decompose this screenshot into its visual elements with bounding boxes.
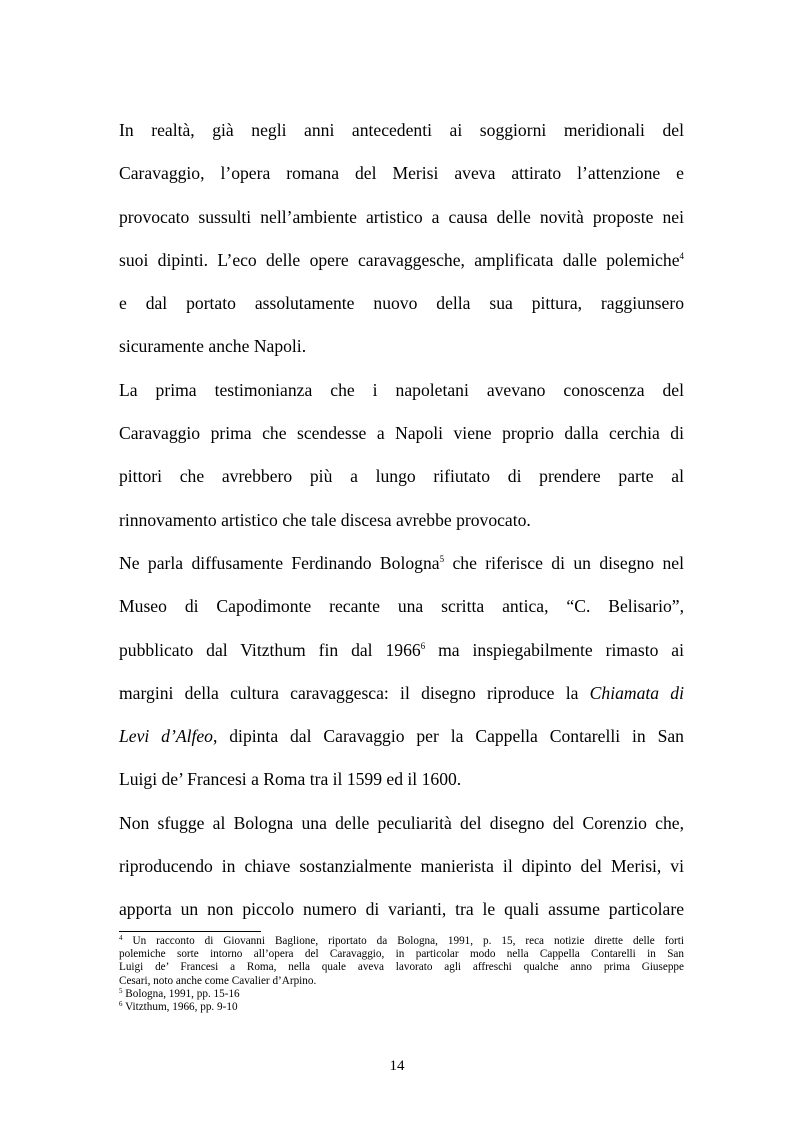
text-line: provocato sussulti nell’ambiente artistico a causa delle novità proposte nei — [119, 206, 684, 227]
footnotes — [119, 935, 684, 1014]
text-segment: suoi dipinti. L’eco delle opere caravaggesche, amplificata dalle polemiche — [119, 249, 680, 270]
text-segment: pubblicato dal Vitzthum fin dal 1966 — [119, 639, 421, 660]
text-segment: che riferisce di un disegno nel — [444, 552, 684, 573]
text-line — [119, 629, 684, 672]
italic-title: Chiamata di — [589, 682, 684, 703]
footnote-4-line — [119, 935, 684, 948]
text-line: riproducendo in chiave sostanzialmente manierista il dipinto del Merisi, vi — [119, 856, 684, 877]
text-line: Caravaggio prima che scendesse a Napoli viene proprio dalla cerchia di — [119, 423, 684, 444]
footnote-number: 5 — [119, 986, 123, 995]
text-line — [119, 672, 684, 715]
text-line: sicuramente anche Napoli. — [119, 336, 307, 357]
text-segment: Vitzthum, 1966, pp. 9-10 — [122, 1001, 238, 1014]
text-segment: , dipinta dal Caravaggio per la Cappella Contarelli in San — [212, 726, 684, 747]
text-line — [119, 542, 684, 585]
footnote-6 — [119, 1001, 684, 1014]
footnote-number: 6 — [119, 1000, 123, 1009]
footnote-ref-5[interactable]: 5 — [439, 553, 445, 564]
text-segment: Bologna, 1991, pp. 15-16 — [122, 987, 240, 1000]
footnote-4-line: polemiche sorte intorno all’opera del Caravaggio, in particolar modo nella Cappella Contarelli in San — [119, 948, 684, 961]
text-line: Museo di Capodimonte recante una scritta antica, “C. Belisario”, — [119, 596, 684, 617]
text-segment: margini della cultura caravaggesca: il disegno riproduce la — [119, 682, 590, 703]
text-line — [119, 239, 684, 282]
footnote-ref-4[interactable]: 4 — [679, 250, 684, 261]
footnote-4-line: Luigi de’ Francesi a Roma, nella quale aveva lavorato agli affreschi qualche anno prima Giuseppe — [119, 961, 684, 974]
text-line: La prima testimonianza che i napoletani avevano conoscenza del — [119, 379, 684, 400]
page-number: 14 — [389, 1058, 405, 1074]
text-segment: ma inspiegabilmente rimasto ai — [425, 639, 685, 660]
text-line: rinnovamento artistico che tale discesa avrebbe provocato. — [119, 509, 531, 530]
footnote-5 — [119, 988, 684, 1001]
text-segment: Un racconto di Giovanni Baglione, riportato da Bologna, 1991, p. 15, reca notizie dirette delle forti — [122, 935, 684, 947]
footnote-separator — [119, 931, 261, 932]
footnote-4-line: Cesari, noto anche come Cavalier d’Arpino. — [119, 974, 317, 987]
footnote-ref-6[interactable]: 6 — [420, 640, 426, 651]
text-line: apporta un non piccolo numero di varianti, tra le quali assume particolare — [119, 899, 684, 920]
footnote-number: 4 — [119, 934, 123, 942]
text-line — [119, 715, 684, 758]
text-line: Non sfugge al Bologna una delle peculiarità del disegno del Corenzio che, — [119, 812, 684, 833]
italic-title: Levi d’Alfeo — [119, 726, 213, 747]
text-line: In realtà, già negli anni antecedenti ai soggiorni meridionali del — [119, 120, 684, 140]
text-segment: Ne parla diffusamente Ferdinando Bologna — [119, 552, 440, 573]
body-text — [119, 109, 684, 932]
text-line: Luigi de’ Francesi a Roma tra il 1599 ed il 1600. — [119, 769, 462, 790]
text-line: Caravaggio, l’opera romana del Merisi aveva attirato l’attenzione e — [119, 163, 684, 184]
text-line: e dal portato assolutamente nuovo della sua pittura, raggiunsero — [119, 293, 684, 314]
text-line: pittori che avrebbero più a lungo rifiutato di prendere parte al — [119, 466, 684, 487]
